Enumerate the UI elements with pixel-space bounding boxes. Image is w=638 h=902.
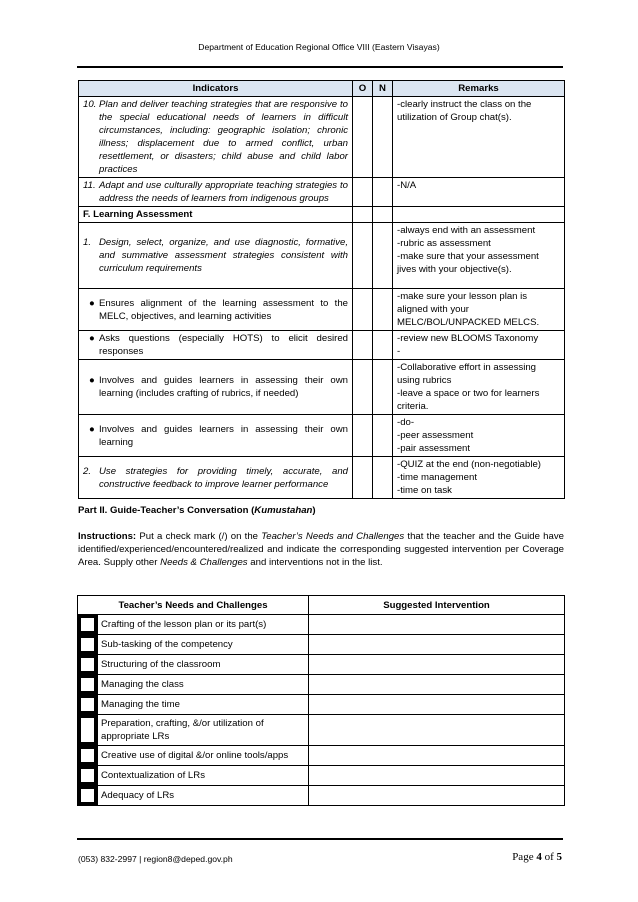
intervention-cell[interactable] <box>309 615 565 635</box>
checkbox[interactable] <box>78 675 98 695</box>
part-ii-title <box>78 504 316 517</box>
table-row <box>78 675 565 695</box>
indicator-text: Design, select, organize, and use diagnostic, formative, and summative assessment strategies consistent with curriculum requirements <box>99 237 348 274</box>
n-cell <box>373 415 393 457</box>
instructions-text: that the teacher and the Guide have identified/experienced/encountered/realized and indicate the corresponding suggested intervention per Coverage Area. Supply other <box>78 531 564 568</box>
indicator-cell <box>79 457 353 499</box>
instructions-paragraph <box>78 530 564 569</box>
table-row <box>79 457 565 499</box>
indicator-cell <box>79 178 353 207</box>
n-cell <box>373 97 393 178</box>
indicator-cell <box>79 289 353 331</box>
checkbox[interactable] <box>78 615 98 635</box>
indicator-text: Involves and guides learners in assessing their own learning (includes crafting of rubrics, if needed) <box>99 375 348 399</box>
table-row <box>79 360 565 415</box>
remark-line: -review new BLOOMS Taxonomy <box>397 333 539 344</box>
remarks-cell <box>393 415 565 457</box>
table-row <box>79 178 565 207</box>
checkbox[interactable] <box>78 766 98 786</box>
page-indicator <box>512 851 562 864</box>
o-cell <box>353 457 373 499</box>
table-row <box>78 655 565 675</box>
remark-line: -always end with an assessment <box>397 225 536 236</box>
n-cell <box>373 457 393 499</box>
n-cell <box>373 289 393 331</box>
bullet-icon: ● <box>89 333 95 344</box>
contact-info: (053) 832-2997 | region8@deped.gov.ph <box>78 854 233 864</box>
office-header: Department of Education Regional Office VIII (Eastern Visayas) <box>198 42 440 52</box>
table-header-row <box>78 596 565 615</box>
n-cell <box>373 223 393 289</box>
indicator-number: 11. <box>83 180 96 191</box>
indicator-text: Adapt and use culturally appropriate teaching strategies to address the needs of learners from indigenous groups <box>99 180 348 204</box>
indicator-number: 2. <box>83 465 92 477</box>
page-total: 5 <box>556 851 562 863</box>
remark-line: -Collaborative effort in assessing using rubrics <box>397 362 537 386</box>
indicator-number: 1. <box>83 237 92 248</box>
table-row <box>78 615 565 635</box>
intervention-cell[interactable] <box>309 675 565 695</box>
o-cell <box>353 97 373 178</box>
remark-line: -do- <box>397 417 415 428</box>
checkbox[interactable] <box>78 715 98 746</box>
o-cell <box>353 360 373 415</box>
remark-line: -QUIZ at the end (non-negotiable) <box>397 459 541 470</box>
indicator-text: Involves and guides learners in assessing their own learning <box>99 423 348 448</box>
table-row <box>78 695 565 715</box>
bullet-icon: ● <box>89 297 95 309</box>
table-row <box>79 223 565 289</box>
table-row <box>78 715 565 746</box>
intervention-cell[interactable] <box>309 655 565 675</box>
need-label: Creative use of digital &/or online tools/apps <box>98 746 309 766</box>
instructions-text: Put a check mark (/) on the <box>136 531 262 542</box>
intervention-cell[interactable] <box>309 715 565 746</box>
col-remarks: Remarks <box>393 81 565 97</box>
table-row <box>78 635 565 655</box>
o-cell <box>353 178 373 207</box>
checkbox[interactable] <box>78 695 98 715</box>
indicator-text: Use strategies for providing timely, accurate, and constructive feedback to improve learner performance <box>99 465 348 490</box>
col-o: O <box>353 81 373 97</box>
remarks-cell <box>393 223 565 289</box>
remark-line: -leave a space or two for learners criteria. <box>397 388 540 412</box>
intervention-cell[interactable] <box>309 786 565 806</box>
table-row <box>79 331 565 360</box>
table-row <box>78 786 565 806</box>
indicator-text: Plan and deliver teaching strategies that are responsive to the special educational needs of learners in difficult circumstances, including: geographic isolation; chronic illness; displacement due to armed conflict, urban resettlement, or disasters; child abuse and child labor practices <box>99 99 348 175</box>
col-indicators: Indicators <box>79 81 353 97</box>
o-cell <box>353 331 373 360</box>
remark-line: -time on task <box>397 485 452 496</box>
table-row <box>79 289 565 331</box>
o-cell <box>353 207 373 223</box>
remarks-cell <box>393 457 565 499</box>
part-title-italic: Kumustahan <box>254 505 313 516</box>
instructions-italic: Teacher’s Needs and Challenges <box>261 531 405 542</box>
section-title: F. Learning Assessment <box>79 207 353 223</box>
o-cell <box>353 415 373 457</box>
remarks-cell <box>393 207 565 223</box>
indicator-text: Asks questions (especially HOTS) to elicit desired responses <box>99 333 348 357</box>
instructions <box>78 530 564 569</box>
intervention-cell[interactable] <box>309 635 565 655</box>
remark-line: -rubric as assessment <box>397 238 491 249</box>
remark-line: -peer assessment <box>397 430 474 441</box>
n-cell <box>373 360 393 415</box>
indicator-text: Ensures alignment of the learning assessment to the MELC, objectives, and learning activities <box>99 297 348 322</box>
table-header-row <box>79 81 565 97</box>
checkbox[interactable] <box>78 786 98 806</box>
need-label: Contextualization of LRs <box>98 766 309 786</box>
table-row <box>79 415 565 457</box>
intervention-cell[interactable] <box>309 746 565 766</box>
indicator-number: 10. <box>83 99 97 110</box>
checkbox[interactable] <box>78 746 98 766</box>
o-cell <box>353 223 373 289</box>
page-number: 4 <box>536 851 542 863</box>
needs-table <box>77 595 565 806</box>
col-intervention: Suggested Intervention <box>309 596 565 615</box>
n-cell <box>373 207 393 223</box>
checkbox[interactable] <box>78 635 98 655</box>
remarks-cell <box>393 289 565 331</box>
instructions-label: Instructions: <box>78 531 137 542</box>
bullet-icon: ● <box>89 375 95 386</box>
need-label: Structuring of the classroom <box>98 655 309 675</box>
col-n: N <box>373 81 393 97</box>
page-of: of <box>541 851 557 863</box>
part-title-suffix: ) <box>312 505 316 516</box>
instructions-italic: Needs & Challenges <box>160 557 248 568</box>
intervention-cell[interactable] <box>309 766 565 786</box>
need-label: Crafting of the lesson plan or its part(s) <box>98 615 309 635</box>
page-label: Page <box>512 851 537 863</box>
instructions-text: and interventions not in the list. <box>247 557 383 568</box>
remark-line: -pair assessment <box>397 443 471 454</box>
remarks-cell <box>393 360 565 415</box>
section-row <box>79 207 565 223</box>
need-label: Adequacy of LRs <box>98 786 309 806</box>
table-row <box>78 766 565 786</box>
indicator-cell <box>79 97 353 178</box>
remarks-cell <box>393 331 565 360</box>
header-rule <box>77 66 563 68</box>
need-label: Preparation, crafting, &/or utilization of appropriate LRs <box>98 715 309 746</box>
table-row <box>79 97 565 178</box>
need-label: Managing the time <box>98 695 309 715</box>
indicator-cell <box>79 415 353 457</box>
table-row <box>78 746 565 766</box>
checkbox[interactable] <box>78 655 98 675</box>
part-title-text: Part II. Guide-Teacher’s Conversation ( <box>78 505 255 516</box>
footer-rule <box>77 838 563 840</box>
need-label: Managing the class <box>98 675 309 695</box>
remark-line: - <box>397 346 401 357</box>
remark-line: -N/A <box>397 180 417 191</box>
col-needs: Teacher’s Needs and Challenges <box>78 596 309 615</box>
remarks-cell <box>393 97 565 178</box>
indicator-cell <box>79 331 353 360</box>
remark-line: -time management <box>397 472 477 483</box>
remark-line: -make sure your lesson plan is aligned with your MELC/BOL/UNPACKED MELCS. <box>397 291 540 328</box>
bullet-icon: ● <box>89 423 95 435</box>
need-label: Sub-tasking of the competency <box>98 635 309 655</box>
remark-line: -make sure that your assessment jives with your objective(s). <box>397 251 539 275</box>
o-cell <box>353 289 373 331</box>
n-cell <box>373 331 393 360</box>
indicator-cell <box>79 360 353 415</box>
n-cell <box>373 178 393 207</box>
remark-line: -clearly instruct the class on the utilization of Group chat(s). <box>397 99 532 123</box>
remarks-cell <box>393 178 565 207</box>
indicator-cell <box>79 223 353 289</box>
footer <box>78 853 562 866</box>
intervention-cell[interactable] <box>309 695 565 715</box>
indicators-table <box>78 80 565 499</box>
